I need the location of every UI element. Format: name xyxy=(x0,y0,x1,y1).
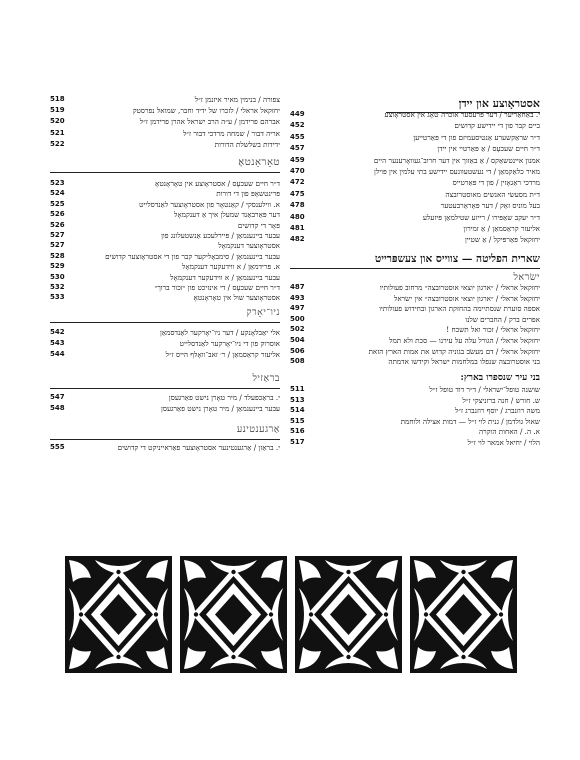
page-number: 526 xyxy=(50,220,65,229)
page-number: 478 xyxy=(290,201,305,210)
toc-entry xyxy=(290,405,540,416)
toc-entry xyxy=(290,282,540,293)
page-number: 547 xyxy=(50,393,65,401)
page-number: 517 xyxy=(290,438,305,446)
entry-title: ש. חורש / חנה ברזניצקי ז״ל xyxy=(462,395,540,405)
entry-title: הלוי / יחיאל אמאר לוי ז״ל xyxy=(467,438,540,447)
page-number: 533 xyxy=(50,293,65,302)
entry-title: יחזקאל אראלי / ״ארגון יוצאי אוסטרובצה״ מרחוב פעולותיו xyxy=(379,283,540,292)
toc-entry xyxy=(50,139,280,150)
entry-title: יחזקאל אראלי / זכור ואל תשכח ! xyxy=(446,325,540,335)
entry-title: פּאָר די קדושים xyxy=(237,220,280,230)
entry-title: ד״ר שראַקשערע אַנטיסעמיזם פון די פּאַרטייען xyxy=(413,132,540,142)
entry-title: אמנון איינטשאַקס / אַ באַזוך אין דער חרוב־געוואָרענער היים xyxy=(373,155,540,165)
toc-entry xyxy=(290,314,540,325)
entry-title: יחזקאל אראלי / ״ארגון יוצאי אוסטרובצה״ אין ישׂראל xyxy=(393,293,540,303)
entry-title: ידידות בשלשלת הדורות xyxy=(214,139,280,149)
page-number: 548 xyxy=(50,404,65,412)
toc-entry xyxy=(50,442,280,453)
page-number: 528 xyxy=(50,251,65,260)
entry-title: מרדכי ראַגאָזין / פון די פּאַרטייס xyxy=(452,178,540,188)
section-heading-argentina: אַרגענטינע xyxy=(236,424,280,435)
toc-entry xyxy=(50,105,280,116)
toc-entry xyxy=(290,303,540,314)
section-heading-new-york: ניו־יאָרק xyxy=(246,307,280,318)
toc-entry xyxy=(290,143,540,154)
entry-title: צפורה / בנימין מאיר איזנמן ז״ל xyxy=(194,95,280,104)
toc-entry xyxy=(290,335,540,346)
toc-entry xyxy=(290,437,540,448)
toc-entry xyxy=(50,209,280,220)
entry-title: י. באַחאַריער / דער פּרעסער אוכרה־טאָג אין אסטראָוצע xyxy=(384,110,540,119)
toc-entry xyxy=(50,403,280,414)
toc-entry xyxy=(290,395,540,406)
entry-title: יחזקאל אראלי / לזכרו של ידיד וחבר, שמואל נפרסטק xyxy=(132,106,280,116)
toc-entry xyxy=(290,416,540,427)
page-number: 516 xyxy=(290,427,305,436)
entry-title: יחזקאל אראלי / דם מעשֹׂב בגוניה קדוש את אמות הארץ הזאת xyxy=(368,346,540,356)
entry-title: בעל מוניס זאַק / דער פּאַראַרבעטער xyxy=(440,201,540,211)
toc-entry xyxy=(290,166,540,177)
entry-title: א. ה. / האחות הוקרה xyxy=(479,427,540,437)
toc-entry xyxy=(290,109,540,120)
entry-title: ביים קבר פון די יידישע קדושים xyxy=(454,121,540,131)
page-number: 515 xyxy=(290,416,305,425)
entry-title: אלי יאַבלאָנקע / דער ניו־יאָרקער לאַנדסמאַן xyxy=(160,328,280,337)
toc-entry xyxy=(50,251,280,262)
toc-entry xyxy=(50,282,280,293)
toc-entry xyxy=(290,223,540,234)
page-number: 513 xyxy=(290,395,305,404)
entry-title: דער פּאַרבאַנד שמעלן איך אַ דענקמאָל xyxy=(174,210,280,220)
page-number: 524 xyxy=(50,189,65,198)
entry-title: אספה סוערת שנסתיימה בהחזקת הארגון ובחידוש פעולותיו xyxy=(379,304,540,314)
toc-entry xyxy=(50,292,280,303)
entry-title: א. ווילענסקי / קאַנטאָר פון אסטראָוצער לאַנדסלייט xyxy=(139,199,280,209)
entry-title: י. בראַכפעלד / מיר טאָרן נישט פאַרגעסן xyxy=(168,393,280,402)
page-number: 475 xyxy=(290,189,305,198)
entry-title: עבער ביינענמאַן / א ווידעקער דענקמאָל xyxy=(170,272,280,282)
entry-title: עבער ביינענמאַן / סימבאָליקער קבר פון די אסטראָוצער קדושים xyxy=(105,251,280,261)
toc-entry xyxy=(50,178,280,189)
toc-entry xyxy=(50,338,280,349)
toc-entry xyxy=(50,116,280,127)
entry-title: ד״ת מסעשׂי האנשים מאוסטרובצה xyxy=(445,189,540,199)
section-divider xyxy=(50,439,280,440)
entry-title: שאול גולדמן / גנית לוי ז״ל — דמות אצילה ולוחמת xyxy=(400,416,540,426)
page-number: 519 xyxy=(50,106,65,115)
entry-title: עבער ביינענמאַן / פּיירלעכע אַנשטעלונג פון xyxy=(161,231,280,240)
page-number: 530 xyxy=(50,272,65,281)
page-number: 529 xyxy=(50,262,65,271)
toc-entry xyxy=(290,384,540,395)
entry-title: פּרינטשאָפּ פון די דורות xyxy=(216,189,280,199)
toc-entry xyxy=(50,392,280,403)
entry-title: ד״ר יעקב שאַפּירו / רייזע שטילמאַן פּיזעלע xyxy=(422,212,540,222)
entry-title: אסטראָוצער דענקמאָל xyxy=(218,241,280,251)
toc-entry xyxy=(290,293,540,304)
toc-entry xyxy=(290,212,540,223)
entry-title: יחזקאל אראלי / הגורל עלה על עירנו — סכת ולא תמל xyxy=(389,336,540,345)
page-number: 470 xyxy=(290,167,305,175)
entry-title: אריה דבור / שמחה מרדכי דבור ז״ל xyxy=(182,128,280,138)
entry-title: אליעזר קראַסמאַן / אַ זמירון xyxy=(463,224,540,233)
page-number: 525 xyxy=(50,199,65,208)
page-number: 520 xyxy=(50,117,65,126)
diamond-ornament-icon xyxy=(65,556,172,673)
section-heading-brazil: בראַזיל xyxy=(252,373,280,384)
diamond-ornament-icon xyxy=(295,556,402,673)
entry-title: משה רוזנברג / יוסף רוזנברג ז״ל xyxy=(454,406,540,416)
entry-title: א. פּרידמאַן / א ווידעקער דענקמאָל xyxy=(182,262,280,272)
section-divider xyxy=(50,388,280,389)
section-heading-surviving-remnant: שארית הפליטה — צווייס און צעשפּרייט xyxy=(374,253,540,265)
heading-underline xyxy=(290,268,540,269)
page-number: 506 xyxy=(290,346,305,355)
toc-entry xyxy=(290,155,540,166)
toc-entry xyxy=(290,356,540,367)
entry-title: אוסרוק פון די ניו־יאָרקער לאַנדסלייט xyxy=(179,338,280,348)
page-number: 514 xyxy=(290,406,305,415)
entry-title: עבער ביינענמאַן / מיר טאָרן נישט פאַרגעסן xyxy=(161,404,280,413)
toc-entry xyxy=(290,189,540,200)
page-number: 527 xyxy=(50,231,65,239)
toc-entry xyxy=(50,128,280,139)
toc-entry xyxy=(290,132,540,143)
page-number: 523 xyxy=(50,179,65,187)
page-number: 511 xyxy=(290,385,305,393)
toc-entry xyxy=(50,188,280,199)
section-divider xyxy=(50,322,280,323)
page-number: 497 xyxy=(290,304,305,313)
toc-entry xyxy=(50,327,280,338)
page-number: 487 xyxy=(290,283,305,291)
entry-title: אליעזר קראַסמאַן / ר׳ זאב־וואָלף הייס ז״ל xyxy=(165,349,280,359)
toc-entry xyxy=(50,272,280,283)
toc-entry xyxy=(50,199,280,210)
page-number: 452 xyxy=(290,121,305,130)
toc-entry xyxy=(290,177,540,188)
toc-entry xyxy=(50,94,280,105)
entry-title: י. בראַזן / אַרגענטינער אסטראָוצער פאַראייניקט די קדושים xyxy=(117,443,280,452)
section-divider xyxy=(50,172,280,173)
page-number: 542 xyxy=(50,328,65,336)
page-number: 543 xyxy=(50,338,65,347)
page-number: 500 xyxy=(290,314,305,323)
decorative-ornament-band xyxy=(65,556,517,673)
toc-entry xyxy=(50,261,280,272)
section-heading-ostrowiec-and-jews: אסטראָוצע און יידן xyxy=(458,97,540,110)
page-number: 480 xyxy=(290,212,305,221)
subsection-heading-israel: ישׂראל xyxy=(513,272,540,283)
entry-title: ד״ר חיים שעכעָס / אַ פּאַרטיי אין יידן xyxy=(437,144,540,154)
page-number: 482 xyxy=(290,235,305,244)
toc-entry xyxy=(290,346,540,357)
page-number: 502 xyxy=(290,325,305,334)
page-number: 544 xyxy=(50,349,65,358)
toc-entry xyxy=(50,240,280,251)
entry-title: אסטראָוצער שול אין טאָראָנטאָ xyxy=(193,293,280,303)
page-number: 459 xyxy=(290,155,305,164)
diamond-ornament-icon xyxy=(180,556,287,673)
page-number: 472 xyxy=(290,178,305,187)
page-number: 455 xyxy=(290,132,305,141)
entry-title: בני אוסטרובצה שנפלו במלחמות ישראל וקידשו אדמתה xyxy=(388,357,540,367)
page-number: 449 xyxy=(290,110,305,118)
section-heading-toronto: טאָראָנטאָ xyxy=(238,157,280,168)
toc-entry xyxy=(50,230,280,241)
entry-title: אפרים ברק / החברים שלנו xyxy=(465,314,540,324)
toc-entry xyxy=(50,349,280,360)
entry-title: אברהם פרידמן / ע״ה הרב ישראל אהרן פרידמן ז״ל xyxy=(139,117,280,127)
toc-entry xyxy=(50,220,280,231)
page-number: 527 xyxy=(50,241,65,250)
page-number: 504 xyxy=(290,336,305,344)
section-heading-commemorated: בני עיר שנספרו בארץ: xyxy=(460,373,540,383)
page-number: 532 xyxy=(50,283,65,291)
page-number: 457 xyxy=(290,144,305,153)
toc-entry xyxy=(290,200,540,211)
page-number: 521 xyxy=(50,128,65,137)
entry-title: ד״ר חיים שעכעָס / אסטראָוצע אין טאָראָנטאָ xyxy=(155,179,280,188)
page-number: 508 xyxy=(290,357,305,366)
entry-title: ד״ר חיים שעכעָס / די אינזיכט פון ״זכור ברוך״ xyxy=(154,283,280,292)
toc-entry xyxy=(290,324,540,335)
page-number: 518 xyxy=(50,95,65,103)
entry-title: יחזקאל פּאַרפּיקל / אַ שטיין xyxy=(464,235,540,245)
toc-entry xyxy=(290,426,540,437)
entry-title: מאיר כלאַקמאַן / די נעשטעוונעס יידישע בתי עלמין אין פּוילן xyxy=(374,167,540,176)
diamond-ornament-icon xyxy=(410,556,517,673)
page-number: 555 xyxy=(50,443,65,451)
page-number: 493 xyxy=(290,293,305,302)
page-number: 522 xyxy=(50,139,65,148)
toc-entry xyxy=(290,120,540,131)
page-number: 526 xyxy=(50,210,65,219)
toc-entry xyxy=(290,234,540,245)
page-number: 481 xyxy=(290,224,305,232)
entry-title: שושנה טופל־ישראלי / ד״ר דוד טופל ז״ל xyxy=(429,385,540,394)
